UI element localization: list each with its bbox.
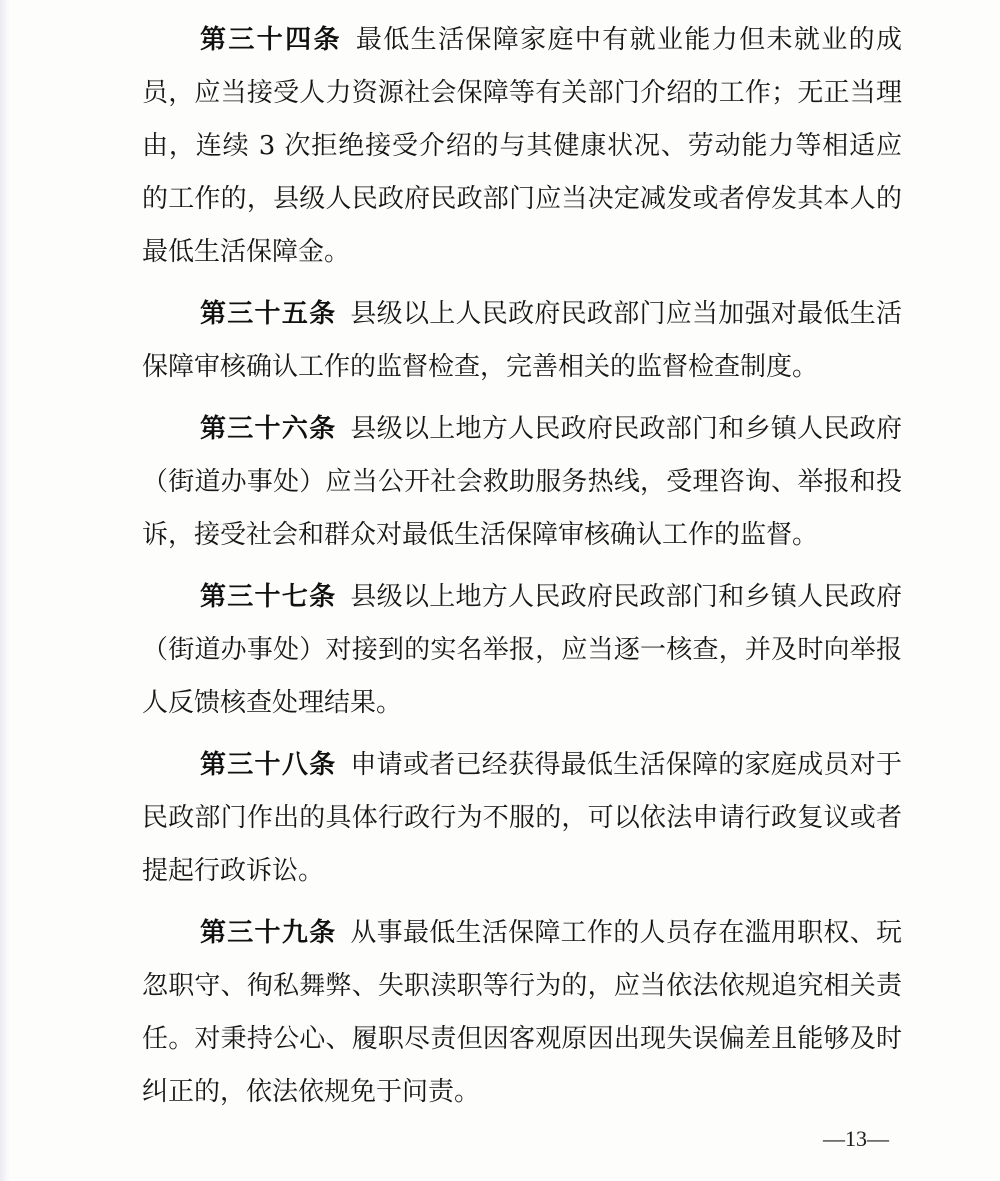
article-title: 第三十五条 bbox=[200, 299, 337, 329]
article-39 bbox=[142, 907, 902, 1119]
article-38 bbox=[142, 739, 902, 898]
article-body: 县级以上地方人民政府民政部门和乡镇人民政府（街道办事处）对接到的实名举报，应当逐一核查，并及时向举报人反馈核查处理结果。 bbox=[142, 582, 902, 718]
article-body: 最低生活保障家庭中有就业能力但未就业的成员，应当接受人力资源社会保障等有关部门介绍的工作；无正当理由，连续 3 次拒绝接受介绍的与其健康状况、劳动能力等相适应的工作的，县级人民政府民政部门应当决定减发或者停发其本人的最低生活保障金。 bbox=[142, 25, 902, 267]
article-list bbox=[142, 0, 902, 1119]
article-37 bbox=[142, 571, 902, 730]
article-title: 第三十四条 bbox=[200, 25, 342, 55]
article-title: 第三十七条 bbox=[200, 582, 337, 612]
article-35 bbox=[142, 288, 902, 394]
article-title: 第三十九条 bbox=[200, 918, 337, 948]
article-body: 申请或者已经获得最低生活保障的家庭成员对于民政部门作出的具体行政行为不服的，可以依法申请行政复议或者提起行政诉讼。 bbox=[142, 750, 902, 886]
article-body: 从事最低生活保障工作的人员存在滥用职权、玩忽职守、徇私舞弊、失职渎职等行为的，应当依法依规追究相关责任。对秉持公心、履职尽责但因客观原因出现失误偏差且能够及时纠正的，依法依规免于问责。 bbox=[142, 918, 902, 1107]
article-36 bbox=[142, 403, 902, 562]
article-body: 县级以上人民政府民政部门应当加强对最低生活保障审核确认工作的监督检查，完善相关的监督检查制度。 bbox=[142, 299, 902, 382]
article-34 bbox=[142, 14, 902, 279]
article-body: 县级以上地方人民政府民政部门和乡镇人民政府（街道办事处）应当公开社会救助服务热线，受理咨询、举报和投诉，接受社会和群众对最低生活保障审核确认工作的监督。 bbox=[142, 414, 902, 550]
article-title: 第三十八条 bbox=[200, 750, 337, 780]
article-title: 第三十六条 bbox=[200, 414, 337, 444]
scan-binding-edge bbox=[0, 0, 10, 1181]
page-number: —13— bbox=[823, 1126, 889, 1151]
